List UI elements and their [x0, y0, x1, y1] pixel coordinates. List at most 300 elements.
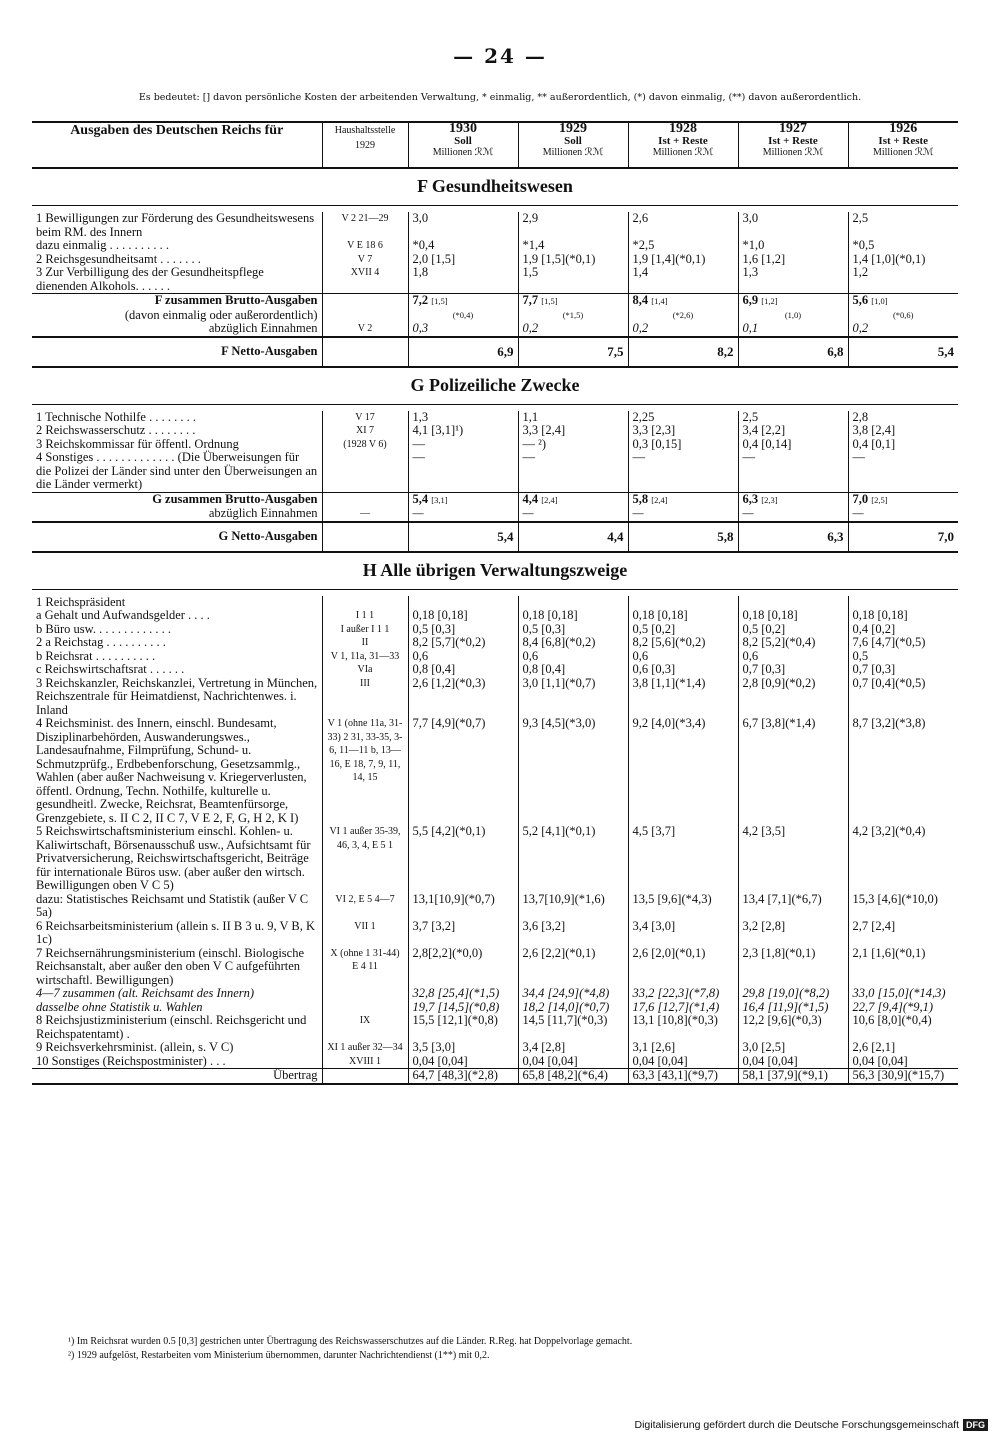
value-cell: 0,04 [0,04] [628, 1055, 738, 1069]
value-cell: 0,3 [0,15] [628, 438, 738, 452]
value-cell: 2,0 [1,5] [408, 253, 518, 267]
row-label: a Gehalt und Aufwandsgelder . . . . [36, 608, 210, 622]
total-brutto-cell [628, 294, 738, 309]
value-cell [848, 596, 958, 610]
value-cell: 0,04 [0,04] [738, 1055, 848, 1069]
einmalig-cell: (1,0) [738, 309, 848, 323]
row-haushaltsstelle: V 17 [322, 411, 408, 425]
uebertrag-label: Übertrag [32, 1069, 322, 1084]
table-row [32, 717, 958, 825]
einmalig-row [32, 309, 958, 323]
value-cell: 0,5 [0,2] [738, 623, 848, 637]
row-label: dasselbe ohne Statistik u. Wahlen [36, 999, 203, 1014]
value-cell: 15,5 [12,1](*0,8) [408, 1014, 518, 1041]
einnahmen-cell: 0,2 [848, 322, 958, 337]
netto-cell: 6,3 [738, 522, 848, 552]
value-cell: 0,6 [518, 650, 628, 664]
value-cell: *1,4 [518, 239, 628, 253]
brutto-personal: [1,0] [871, 296, 888, 306]
value-cell: 13,1[10,9](*0,7) [408, 893, 518, 920]
year-unit: Millionen ℛℳ [652, 147, 714, 158]
value-cell: 22,7 [9,4](*9,1) [848, 1001, 958, 1015]
brutto-personal: [2,4] [541, 494, 558, 505]
table-row [32, 212, 958, 239]
value-cell: 0,6 [0,3] [628, 663, 738, 677]
value-cell: 8,7 [3,2](*3,8) [848, 717, 958, 825]
value-cell: 0,18 [0,18] [518, 609, 628, 623]
value-cell [738, 596, 848, 610]
year-unit: Millionen ℛℳ [762, 147, 824, 158]
value-cell: 13,4 [7,1](*6,7) [738, 893, 848, 920]
table-row [32, 424, 958, 438]
row-label: 2 Reichswasserschutz . . . . . . . . [36, 423, 196, 437]
brutto-value: 7,7 [522, 293, 539, 307]
brutto-value: 6,3 [742, 491, 759, 506]
einnahmen-cell: 0,2 [628, 322, 738, 337]
value-cell: 3,5 [3,0] [408, 1041, 518, 1055]
row-label: dazu einmalig . . . . . . . . . . [36, 238, 169, 252]
value-cell: 0,18 [0,18] [408, 609, 518, 623]
value-cell: 1,6 [1,2] [738, 253, 848, 267]
value-cell: 0,8 [0,4] [408, 663, 518, 677]
row-haushaltsstelle: VIa [322, 663, 408, 677]
row-haushaltsstelle: XVII 4 [322, 266, 408, 294]
value-cell [628, 596, 738, 610]
table-row [32, 947, 958, 988]
row-label: 2 Reichsgesundheitsamt . . . . . . . [36, 251, 201, 266]
value-cell: 3,2 [2,8] [738, 920, 848, 947]
uebertrag-cell: 58,1 [37,9](*9,1) [738, 1069, 848, 1084]
brutto-personal: [1,2] [761, 296, 778, 306]
value-cell: 0,5 [0,3] [518, 623, 628, 637]
value-cell: — [628, 451, 738, 492]
section-title: F Gesundheitswesen [32, 168, 958, 206]
header-year-1928 [628, 122, 738, 168]
value-cell: 0,18 [0,18] [848, 609, 958, 623]
value-cell: 18,2 [14,0](*0,7) [518, 1001, 628, 1015]
einnahmen-hh: V 2 [322, 322, 408, 337]
einmalig-cell: (*0,6) [848, 309, 958, 323]
netto-row [32, 337, 958, 367]
brutto-personal: [2,4] [651, 494, 668, 505]
value-cell: 2,9 [518, 212, 628, 239]
netto-label: F Netto-Ausgaben [32, 337, 322, 367]
einnahmen-cell: 0,2 [518, 322, 628, 337]
header-year-1929 [518, 122, 628, 168]
row-label: 8 Reichsjustizministerium (einschl. Reichsgericht und Reichspatentamt) . [36, 1013, 307, 1041]
table-header [32, 122, 958, 168]
value-cell: 2,6 [2,0](*0,1) [628, 947, 738, 988]
value-cell: 4,5 [3,7] [628, 825, 738, 893]
uebertrag-cell: 56,3 [30,9](*15,7) [848, 1069, 958, 1084]
netto-cell: 4,4 [518, 522, 628, 552]
total-hh [322, 492, 408, 507]
value-cell: 2,8 [0,9](*0,2) [738, 677, 848, 718]
total-brutto-cell [848, 492, 958, 507]
brutto-value: 5,6 [852, 293, 869, 307]
table-row [32, 1041, 958, 1055]
value-cell: 9,2 [4,0](*3,4) [628, 717, 738, 825]
total-row [32, 294, 958, 309]
expenditure-table [32, 121, 958, 1085]
row-label: b Büro usw. . . . . . . . . . . . . [36, 621, 171, 636]
dfg-credit [634, 1419, 988, 1431]
total-label: G zusammen Brutto-Ausgaben [32, 492, 322, 507]
row-label: 10 Sonstiges (Reichspostminister) . . . [36, 1053, 226, 1068]
value-cell: 1,3 [738, 266, 848, 294]
value-cell: 2,3 [1,8](*0,1) [738, 947, 848, 988]
row-label: 4—7 zusammen (alt. Reichsamt des Innern) [36, 986, 255, 1000]
value-cell: 4,1 [3,1]¹) [408, 424, 518, 438]
brutto-personal: [1,4] [651, 296, 668, 306]
year-label: 1929 [559, 121, 587, 136]
value-cell: 3,0 [2,5] [738, 1041, 848, 1055]
brutto-value: 7,0 [852, 491, 869, 506]
table-row [32, 266, 958, 294]
total-brutto-cell [628, 492, 738, 507]
value-cell: 2,5 [738, 411, 848, 425]
row-label: 3 Reichskommissar für öffentl. Ordnung [36, 436, 239, 451]
table-row [32, 677, 958, 718]
value-cell: 1,8 [408, 266, 518, 294]
table-row [32, 650, 958, 664]
value-cell: 3,8 [2,4] [848, 424, 958, 438]
section-title-g [32, 367, 958, 405]
section-title-h [32, 552, 958, 590]
value-cell: *2,5 [628, 239, 738, 253]
value-cell: 3,8 [1,1](*1,4) [628, 677, 738, 718]
year-kind: Soll [564, 135, 582, 147]
header-haushaltsstelle [322, 122, 408, 168]
brutto-personal: [1,5] [431, 296, 448, 306]
netto-cell: 7,5 [518, 337, 628, 367]
brutto-personal: [2,5] [871, 494, 888, 505]
value-cell: 4,2 [3,2](*0,4) [848, 825, 958, 893]
brutto-personal: [3,1] [431, 494, 448, 505]
value-cell: 0,6 [628, 650, 738, 664]
value-cell: 5,2 [4,1](*0,1) [518, 825, 628, 893]
year-unit: Millionen ℛℳ [432, 147, 494, 158]
total-brutto-cell [408, 294, 518, 309]
value-cell: 3,4 [2,2] [738, 424, 848, 438]
row-haushaltsstelle: XVIII 1 [322, 1055, 408, 1069]
einmalig-label: (davon einmalig oder außerordentlich) [124, 307, 318, 322]
row-label: 4 Reichsminist. des Innern, einschl. Bundesamt, Disziplinarbehörden, Auswanderungswes., Landesaufnahme, Filmprüfung, Schund- u. Schmutzprüfg., Erdbebenforschung, Gesetzsammlg., Wahlen (aber außer Nachweisung v. Kriegerverlusten, öffentl. Ordnung, Techn. Nothilfe, kulturelle u. gesundheitl. Zwecke, Reichsrat, Beamtenfürsorge, Grenzgebiete, s. II C 2, II C 7, V E 2, F, G, H 2, K I) [36, 716, 307, 825]
total-brutto-cell [518, 492, 628, 507]
uebertrag-cell: 65,8 [48,2](*6,4) [518, 1069, 628, 1084]
value-cell: 0,4 [0,1] [848, 438, 958, 452]
value-cell: 33,0 [15,0](*14,3) [848, 987, 958, 1001]
table-row [32, 609, 958, 623]
year-kind: Ist + Reste [878, 135, 929, 147]
einnahmen-cell: 0,3 [408, 322, 518, 337]
value-cell: 8,2 [5,6](*0,2) [628, 636, 738, 650]
table-row [32, 438, 958, 452]
value-cell: 3,7 [3,2] [408, 920, 518, 947]
row-haushaltsstelle: V 1 (ohne 11a, 31-33) 2 31, 33-35, 3-6, 11—11 b, 13—16, E 18, 7, 9, 11, 14, 15 [322, 717, 408, 825]
row-label: 2 a Reichstag . . . . . . . . . . [36, 635, 166, 649]
table-row [32, 920, 958, 947]
value-cell: — [738, 451, 848, 492]
table-row [32, 663, 958, 677]
value-cell: 12,2 [9,6](*0,3) [738, 1014, 848, 1041]
einnahmen-cell: — [408, 507, 518, 522]
year-kind: Soll [454, 135, 472, 147]
value-cell: 0,18 [0,18] [628, 609, 738, 623]
table-row [32, 596, 958, 610]
value-cell: 5,5 [4,2](*0,1) [408, 825, 518, 893]
row-haushaltsstelle [322, 1001, 408, 1015]
row-label: dazu: Statistisches Reichsamt und Statistik (außer V C 5a) [36, 891, 309, 919]
table-row [32, 253, 958, 267]
value-cell: 2,6 [628, 212, 738, 239]
value-cell: 0,04 [0,04] [408, 1055, 518, 1069]
row-label: b Reichsrat . . . . . . . . . . [36, 648, 156, 663]
row-haushaltsstelle: VI 1 außer 35-39, 46, 3, 4, E 5 1 [322, 825, 408, 893]
section-title: H Alle übrigen Verwaltungszweige [32, 552, 958, 590]
row-label: 3 Zur Verbilligung des der Gesundheitspflege dienenden Alkohols. . . . . . [36, 265, 264, 293]
table-row [32, 1055, 958, 1069]
value-cell: 2,8[2,2](*0,0) [408, 947, 518, 988]
value-cell: 19,7 [14,5](*0,8) [408, 1001, 518, 1015]
value-cell: 9,3 [4,5](*3,0) [518, 717, 628, 825]
value-cell: 3,4 [2,8] [518, 1041, 628, 1055]
row-haushaltsstelle: I außer I 1 1 [322, 623, 408, 637]
uebertrag-cell: 63,3 [43,1](*9,7) [628, 1069, 738, 1084]
table-row [32, 239, 958, 253]
footnote-2: ²) 1929 aufgelöst, Restarbeiten vom Ministerium übernommen, darunter Nachrichtendienst (1**) mit 0,2. [68, 1350, 490, 1361]
value-cell: 3,4 [3,0] [628, 920, 738, 947]
credit-text: Digitalisierung gefördert durch die Deutsche Forschungsgemeinschaft [634, 1419, 959, 1431]
section-f [32, 168, 958, 367]
section-title: G Polizeiliche Zwecke [32, 367, 958, 405]
value-cell: *0,4 [408, 239, 518, 253]
legend-line: Es bedeutet: [] davon persönliche Kosten der arbeitenden Verwaltung, * einmalig, ** außerordentlich, (*) davon einmalig, (**) davon außerordentlich. [138, 92, 862, 103]
value-cell: 3,3 [2,4] [518, 424, 628, 438]
value-cell [408, 596, 518, 610]
value-cell: 8,2 [5,2](*0,4) [738, 636, 848, 650]
row-label: 7 Reichsernährungsministerium (einschl. Biologische Reichsanstalt, aber außer den oben V C aufgeführten wirtschaftl. Bewilligungen) [36, 945, 305, 987]
row-haushaltsstelle: VI 2, E 5 4—7 [322, 893, 408, 920]
row-label: 1 Bewilligungen zur Förderung des Gesundheitswesens beim RM. des Innern [36, 211, 315, 239]
uebertrag-row [32, 1069, 958, 1084]
year-unit: Millionen ℛℳ [542, 147, 604, 158]
value-cell: 1,2 [848, 266, 958, 294]
value-cell: — [518, 451, 628, 492]
einmalig-cell: (*0,4) [408, 309, 518, 323]
total-brutto-cell [408, 492, 518, 507]
row-haushaltsstelle: V 1, 11a, 31—33 [322, 650, 408, 664]
table-row [32, 1014, 958, 1041]
value-cell: 7,6 [4,7](*0,5) [848, 636, 958, 650]
value-cell: *0,5 [848, 239, 958, 253]
einnahmen-row [32, 507, 958, 522]
value-cell: 1,9 [1,5](*0,1) [518, 253, 628, 267]
year-unit: Millionen ℛℳ [872, 147, 934, 158]
value-cell: 0,5 [0,3] [408, 623, 518, 637]
value-cell: 8,4 [6,8](*0,2) [518, 636, 628, 650]
row-haushaltsstelle: VII 1 [322, 920, 408, 947]
value-cell: 8,2 [5,7](*0,2) [408, 636, 518, 650]
brutto-value: 5,8 [632, 491, 649, 506]
value-cell: 34,4 [24,9](*4,8) [518, 987, 628, 1001]
header-year-1926 [848, 122, 958, 168]
total-brutto-cell [518, 294, 628, 309]
row-haushaltsstelle: II [322, 636, 408, 650]
value-cell: 1,4 [1,0](*0,1) [848, 253, 958, 267]
einmalig-cell: (*2,6) [628, 309, 738, 323]
netto-cell: 6,9 [408, 337, 518, 367]
netto-cell: 5,4 [408, 522, 518, 552]
year-label: 1928 [669, 121, 697, 136]
row-label: 1 Technische Nothilfe . . . . . . . . [36, 409, 196, 424]
brutto-value: 8,4 [632, 293, 649, 307]
total-brutto-cell [738, 294, 848, 309]
brutto-value: 4,4 [522, 491, 539, 506]
value-cell: 2,25 [628, 411, 738, 425]
value-cell: 3,0 [408, 212, 518, 239]
value-cell: 2,6 [1,2](*0,3) [408, 677, 518, 718]
table-row [32, 451, 958, 492]
total-brutto-cell [848, 294, 958, 309]
value-cell: 1,4 [628, 266, 738, 294]
value-cell: 13,7[10,9](*1,6) [518, 893, 628, 920]
total-row [32, 492, 958, 507]
brutto-value: 5,4 [412, 491, 429, 506]
einnahmen-cell: — [848, 507, 958, 522]
brutto-value: 6,9 [742, 293, 759, 307]
value-cell: 32,8 [25,4](*1,5) [408, 987, 518, 1001]
table-row [32, 893, 958, 920]
value-cell: 2,6 [2,2](*0,1) [518, 947, 628, 988]
year-kind: Ist + Reste [658, 135, 708, 147]
value-cell: 17,6 [12,7](*1,4) [628, 1001, 738, 1015]
row-haushaltsstelle: V 2 21—29 [322, 212, 408, 239]
value-cell: 0,4 [0,14] [738, 438, 848, 452]
value-cell: 2,5 [848, 212, 958, 239]
row-haushaltsstelle [322, 987, 408, 1001]
netto-row [32, 522, 958, 552]
value-cell: 3,0 [738, 212, 848, 239]
value-cell: 0,7 [0,3] [848, 663, 958, 677]
row-haushaltsstelle: (1928 V 6) [322, 438, 408, 452]
row-haushaltsstelle: V 7 [322, 253, 408, 267]
value-cell: 0,4 [0,2] [848, 623, 958, 637]
uebertrag-hh [322, 1069, 408, 1084]
value-cell: 1,1 [518, 411, 628, 425]
dfg-logo-icon: DFG [963, 1419, 988, 1431]
table-row [32, 636, 958, 650]
einnahmen-cell: — [628, 507, 738, 522]
einnahmen-cell: — [518, 507, 628, 522]
value-cell: 29,8 [19,0](*8,2) [738, 987, 848, 1001]
year-label: 1930 [449, 121, 477, 136]
table-row [32, 825, 958, 893]
row-haushaltsstelle [322, 451, 408, 492]
value-cell: 7,7 [4,9](*0,7) [408, 717, 518, 825]
value-cell: 15,3 [4,6](*10,0) [848, 893, 958, 920]
netto-label: G Netto-Ausgaben [32, 522, 322, 552]
value-cell: 2,1 [1,6](*0,1) [848, 947, 958, 988]
row-haushaltsstelle: X (ohne 1 31-44) E 4 11 [322, 947, 408, 988]
total-hh [322, 294, 408, 309]
netto-hh [322, 522, 408, 552]
value-cell: 13,5 [9,6](*4,3) [628, 893, 738, 920]
row-haushaltsstelle [322, 596, 408, 610]
row-label: 5 Reichswirtschaftsministerium einschl. Kohlen- u. Kaliwirtschaft, Börsenausschuß usw., Aufsichtsamt für Privatversicherung, Reichswirtschaftsgericht, Beiträge für internationale Büros usw. (aber außer den wirtsch. Bewilligungen oben V C 5) [36, 824, 311, 892]
row-haushaltsstelle: XI 7 [322, 424, 408, 438]
value-cell: 3,6 [3,2] [518, 920, 628, 947]
value-cell: 0,5 [848, 650, 958, 664]
value-cell: 1,3 [408, 411, 518, 425]
value-cell: 3,3 [2,3] [628, 424, 738, 438]
netto-cell: 5,4 [848, 337, 958, 367]
value-cell: 0,6 [408, 650, 518, 664]
netto-cell: 8,2 [628, 337, 738, 367]
uebertrag-cell: 64,7 [48,3](*2,8) [408, 1069, 518, 1084]
row-haushaltsstelle: V E 18 6 [322, 239, 408, 253]
value-cell: 0,04 [0,04] [848, 1055, 958, 1069]
value-cell: 1,5 [518, 266, 628, 294]
einnahmen-label: abzüglich Einnahmen [208, 506, 318, 520]
row-haushaltsstelle: I 1 1 [322, 609, 408, 623]
header-year-1927 [738, 122, 848, 168]
value-cell: 13,1 [10,8](*0,3) [628, 1014, 738, 1041]
total-brutto-cell [738, 492, 848, 507]
value-cell: 2,6 [2,1] [848, 1041, 958, 1055]
hh-label: Haushaltsstelle [334, 125, 396, 136]
value-cell: 2,8 [848, 411, 958, 425]
einnahmen-hh: — [322, 507, 408, 522]
year-label: 1927 [779, 121, 807, 136]
value-cell: 0,8 [0,4] [518, 663, 628, 677]
einmalig-hh [322, 309, 408, 323]
row-label: 4 Sonstiges . . . . . . . . . . . . . (Die Überweisungen für die Polizei der Länder sind unter den Überweisungen an die Länder vermerkt) [36, 450, 318, 491]
table-row [32, 411, 958, 425]
value-cell: 2,7 [2,4] [848, 920, 958, 947]
section-title-f [32, 168, 958, 206]
brutto-personal: [2,3] [761, 494, 778, 505]
row-label: 9 Reichsverkehrsminist. (allein, s. V C) [36, 1040, 234, 1054]
value-cell: 6,7 [3,8](*1,4) [738, 717, 848, 825]
row-label: 3 Reichskanzler, Reichskanzlei, Vertretung in München, Reichszentrale für Heimatdienst, Nachrichtenwes. i. Inland [36, 675, 318, 717]
einmalig-cell: (*1,5) [518, 309, 628, 323]
value-cell: 0,6 [738, 650, 848, 664]
page-number: — 24 — [453, 44, 547, 68]
netto-cell: 7,0 [848, 522, 958, 552]
table-row [32, 987, 958, 1001]
year-kind: Ist + Reste [768, 135, 818, 147]
value-cell: 3,1 [2,6] [628, 1041, 738, 1055]
value-cell: *1,0 [738, 239, 848, 253]
brutto-personal: [1,5] [541, 296, 558, 306]
einnahmen-cell: 0,1 [738, 322, 848, 337]
value-cell: 1,9 [1,4](*0,1) [628, 253, 738, 267]
row-label: 6 Reichsarbeitsministerium (allein s. II B 3 u. 9, V B, K 1c) [36, 918, 316, 946]
value-cell: — [408, 451, 518, 492]
total-label: F zusammen Brutto-Ausgaben [32, 294, 322, 309]
header-year-1930 [408, 122, 518, 168]
netto-cell: 6,8 [738, 337, 848, 367]
netto-hh [322, 337, 408, 367]
section-g [32, 367, 958, 552]
value-cell: — ²) [518, 438, 628, 452]
value-cell: — [848, 451, 958, 492]
header-label: Ausgaben des Deutschen Reichs für [32, 122, 322, 168]
value-cell: 3,0 [1,1](*0,7) [518, 677, 628, 718]
row-haushaltsstelle: XI 1 außer 32—34 [322, 1041, 408, 1055]
value-cell: 4,2 [3,5] [738, 825, 848, 893]
